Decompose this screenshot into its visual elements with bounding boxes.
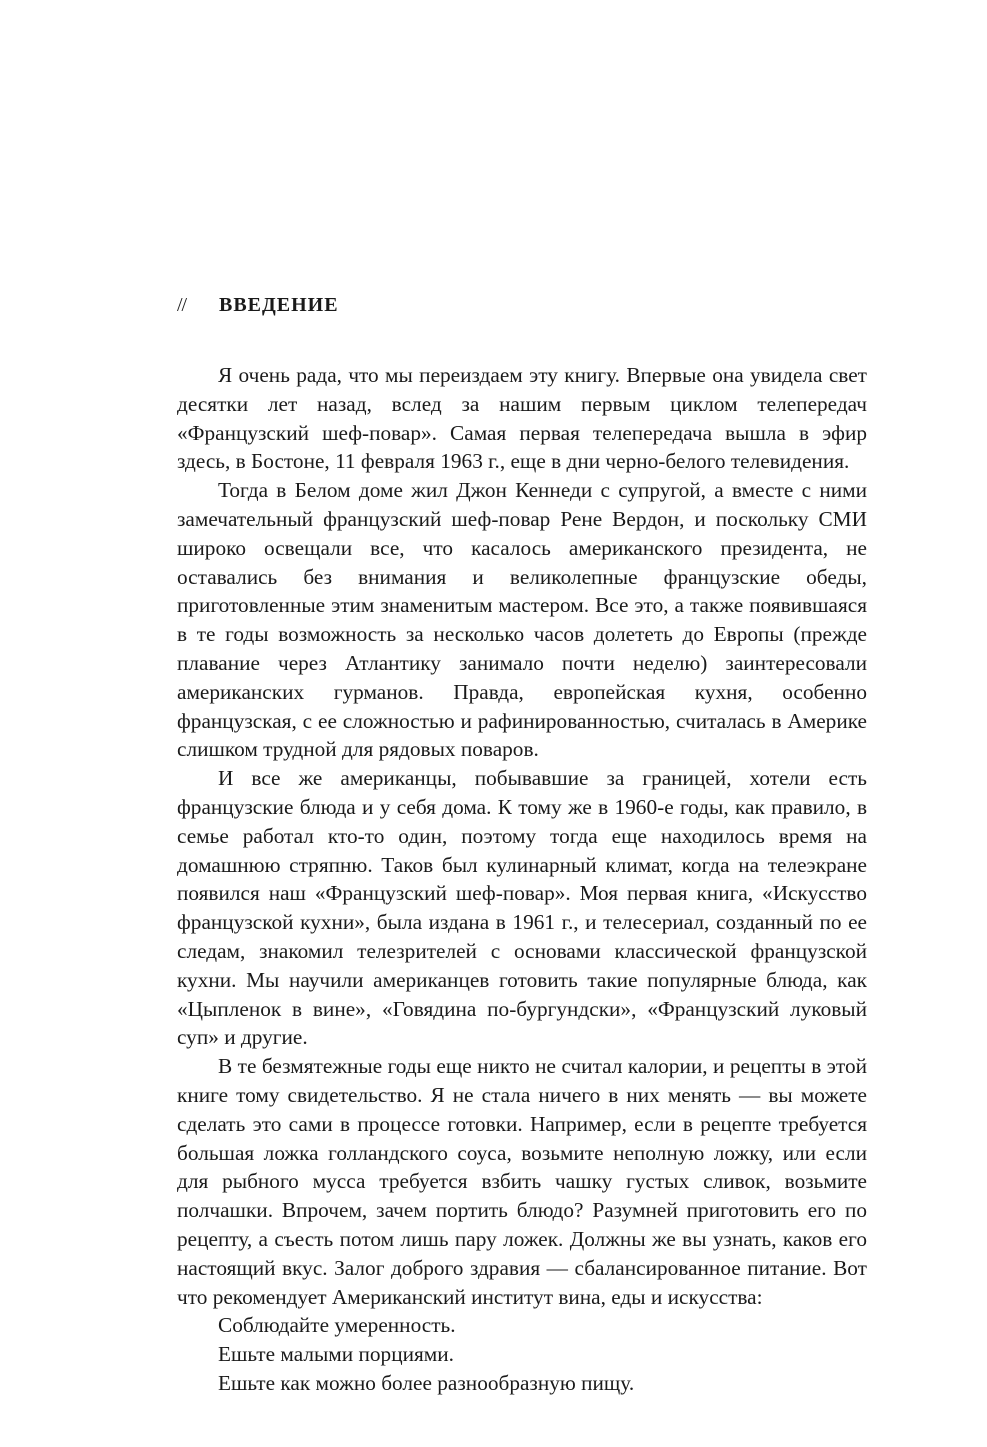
body-text [177,361,867,1398]
recommendation-line: Ешьте малыми порциями. [218,1342,454,1367]
paragraph: И все же американцы, побывавшие за границей, хотели есть французские блюда и у себя дома. К тому же в 1960-е годы, как правило, в семье работал кто-то один, поэтому тогда еще находилось время на домашнюю стряпню. Таков был кулинарный климат, когда на телеэкране появился наш «Французский шеф-повар». Моя первая книга, «Искусство французской кухни», была издана в 1961 г., и телесериал, созданный по ее следам, знакомил телезрителей с основами классической французской кухни. Мы научили американцев готовить такие популярные блюда, как «Цыпленок в вине», «Говядина по-бургундски», «Французский луковый суп» и другие. [177,766,867,1050]
section-heading [177,292,339,318]
section-marker: // [177,294,187,316]
paragraph: Я очень рада, что мы переиздаем эту книгу. Впервые она увидела свет десятки лет назад, вслед за нашим первым циклом телепередач «Французский шеф-повар». Самая первая телепередача вышла в эфир здесь, в Бостоне, 11 февраля 1963 г., еще в дни черно-белого телевидения. [177,363,867,474]
recommendation-line: Соблюдайте умеренность. [218,1313,456,1338]
paragraph: В те безмятежные годы еще никто не считал калории, и рецепты в этой книге тому свидетельство. Я не стала ничего в них менять — вы можете сделать это сами в процессе готовки. Например, если в рецепте требуется большая ложка голландского соуса, возьмите неполную ложку, или если для рыбного мусса требуется взбить чашку густых сливок, возьмите полчашки. Впрочем, зачем портить блюдо? Разумней приготовить его по рецепту, а съесть потом лишь пару ложек. Должны же вы узнать, каков его настоящий вкус. Залог доброго здравия — сбалансированное питание. Вот что рекомендует Американский институт вина, еды и искусства: [177,1054,867,1309]
paragraph: Тогда в Белом доме жил Джон Кеннеди с супругой, а вместе с ними замечательный французский шеф-повар Рене Вердон, и поскольку СМИ широко освещали все, что касалось американского президента, не оставались без внимания и великолепные французские обеды, приготовленные этим знаменитым мастером. Все это, а также появившаяся в те годы возможность за несколько часов долететь до Европы (прежде плавание через Атлантику занимало почти неделю) заинтересовали американских гурманов. Правда, европейская кухня, особенно французская, с ее сложностью и рафинированностью, считалась в Америке слишком трудной для рядовых поваров. [177,478,867,762]
section-title: ВВЕДЕНИЕ [219,294,339,316]
recommendation-line: Ешьте как можно более разнообразную пищу. [218,1370,635,1395]
